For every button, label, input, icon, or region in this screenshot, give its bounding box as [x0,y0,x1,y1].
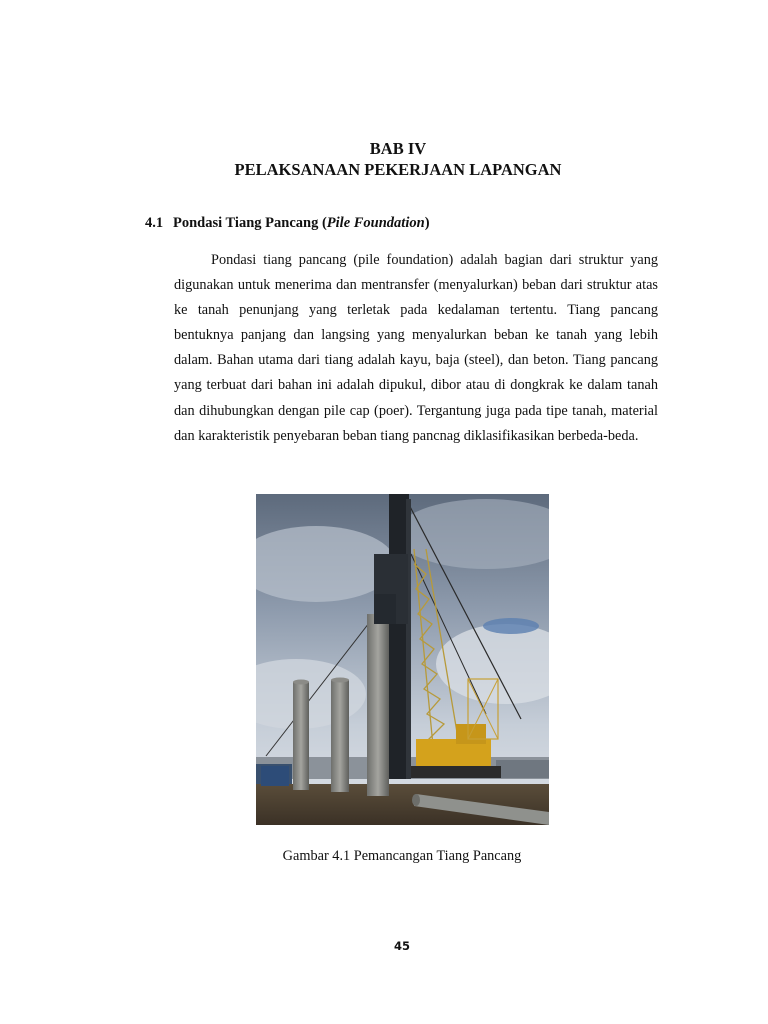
pile-driving-photo [256,494,549,825]
body-paragraph: Pondasi tiang pancang (pile foundation) adalah bagian dari struktur yang digunakan untuk menerima dan mentransfer (menyalurkan) beban dari struktur atas ke tanah penunjang yang terletak pada kedalaman tertentu. Tiang pancang bentuknya panjang dan langsing yang menyalurkan beban ke tanah yang lebih dalam. Bahan utama dari tiang adalah kayu, baja (steel), dan beton. Tiang pancang yang terbuat dari bahan ini adalah dipukul, dibor atau di dongkrak ke dalam tanah dan dihubungkan dengan pile cap (poer). Tergantung juga pada tipe tanah, material dan karakteristik penyebaran beban tiang pancnag diklasifikasikan berbeda-beda. [174,252,658,444]
chapter-title: PELAKSANAAN PEKERJAAN LAPANGAN [234,160,562,179]
page-number: 45 [393,939,410,953]
figure-caption: Gambar 4.1 Pemancangan Tiang Pancang [282,848,522,864]
chapter-number: BAB IV [369,139,427,158]
section-title [173,215,430,231]
section-title-close: ) [424,215,430,231]
section-title-italic: Pile Foundation [326,215,425,231]
section-number: 4.1 [145,215,164,231]
chapter-heading [0,138,768,180]
section-title-text: Pondasi Tiang Pancang ( [173,215,327,231]
section-heading [145,215,430,232]
